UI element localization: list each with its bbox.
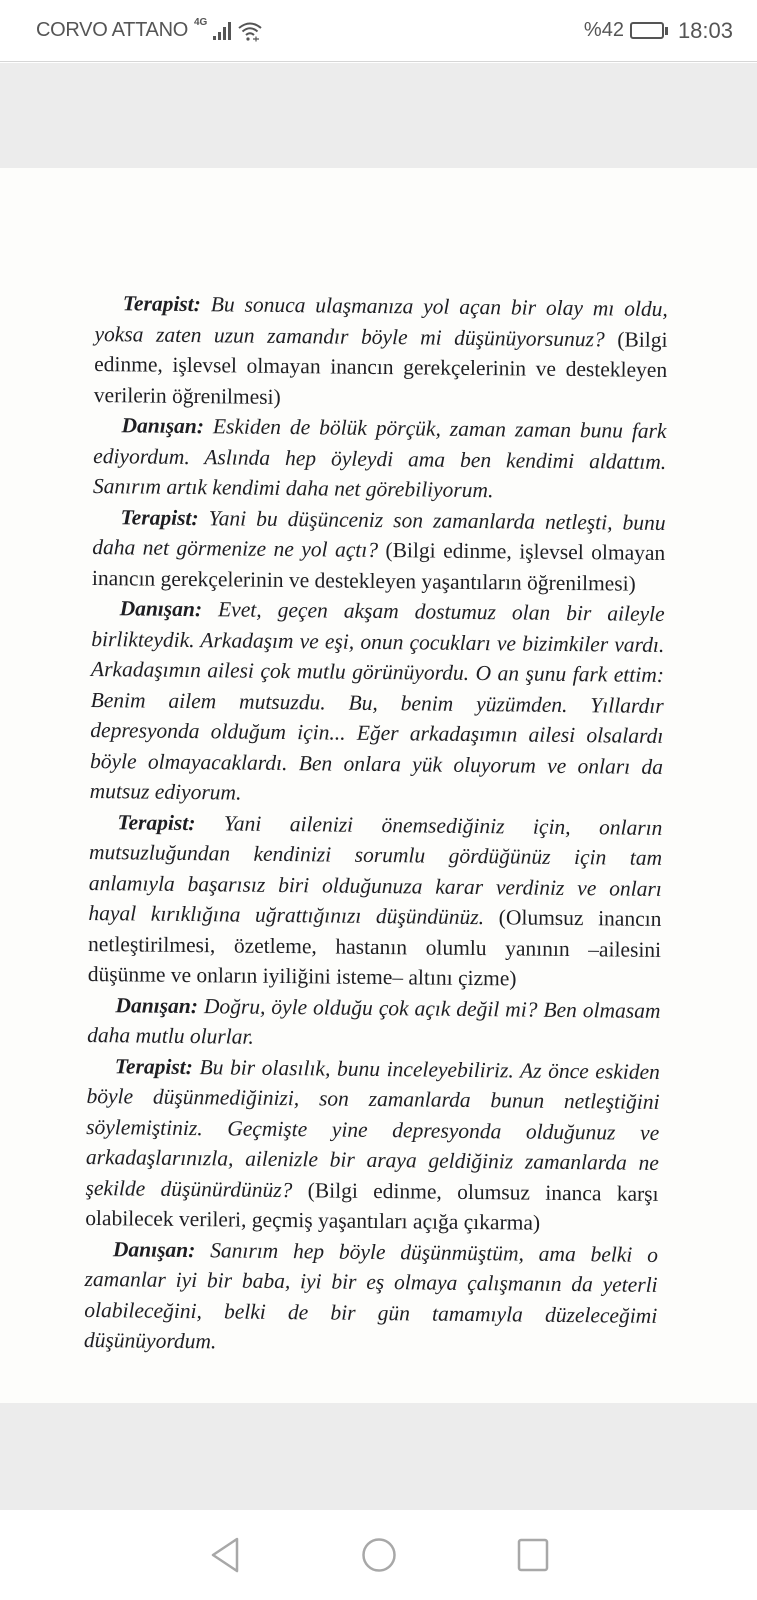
navigation-bar bbox=[0, 1510, 757, 1600]
dialogue-paragraph bbox=[94, 288, 668, 416]
speech-text: Doğru, öyle olduğu çok açık değil mi? Ben olmasam daha mutlu olurlar. bbox=[87, 993, 661, 1049]
battery-percent: %42 bbox=[583, 19, 624, 41]
technique-note: (Bilgi edinme, işlevsel olmayan inancın gerekçelerinin ve destekleyen verilerin öğrenilmesi) bbox=[93, 326, 668, 409]
status-bar bbox=[0, 0, 757, 62]
speaker-label: Terapist: bbox=[120, 504, 199, 530]
network-type: 4G bbox=[193, 17, 208, 28]
speaker-label: Danışan: bbox=[112, 1236, 196, 1262]
speech-text: Bu sonuca ulaşmanıza yol açan bir olay mı oldu, yoksa zaten uzun zamandır böyle mi düşünüyorsunuz? bbox=[94, 292, 668, 351]
speaker-label: Terapist: bbox=[117, 809, 196, 835]
status-left bbox=[36, 19, 263, 42]
speaker-label: Terapist: bbox=[122, 291, 202, 317]
clock: 18:03 bbox=[677, 17, 733, 43]
speech-text: Evet, geçen akşam dostumuz olan bir aileyle birlikteydik. Arkadaşım ve eşi, onun çocukları ve bizimkiler vardı. Arkadaşımın ailesi çok mutlu görünüyordu. O an şunu fark ettim: Benim ailem mutsuzdu. Bu, benim yüzümden. Yıllardır depresyonda olduğum için... Eğer arkadaşımın ailesi olsalardı böyle olmayacaklardı. Ben onlara yük oluyorum ve onları da mutsuz ediyorum. bbox=[89, 597, 665, 805]
home-button[interactable] bbox=[361, 1537, 397, 1573]
speaker-label: Terapist: bbox=[114, 1053, 194, 1079]
recents-icon bbox=[516, 1538, 550, 1572]
dialogue-paragraph bbox=[90, 593, 665, 812]
dialogue-paragraph bbox=[92, 501, 666, 598]
dialogue-paragraph bbox=[87, 989, 661, 1056]
dialogue-paragraph bbox=[93, 410, 667, 507]
book-page-photo bbox=[0, 168, 757, 1403]
back-button[interactable] bbox=[207, 1537, 243, 1573]
speech-text: Sanırım hep böyle düşünmüştüm, ama belki o zamanlar iyi bir baba, iyi bir eş olmaya çalışmanın da yeterli olabileceğini, belki de bir gün tamamıyla düzeleceğimi düşünüyordum. bbox=[83, 1237, 659, 1354]
dialogue-paragraph bbox=[85, 1050, 660, 1239]
speech-text: Bu bir olasılık, bunu inceleyebiliriz. Az önce eskiden böyle düşünmediğinizi, son zamanlarda bunun netleştiğini söylemiştiniz. Geçmişte yine depresyonda olduğunuz ve arkadaşlarınızla, ailenizle bir araya geldiğiniz zamanlarda ne şekilde düşünürdünüz? bbox=[85, 1054, 660, 1202]
home-icon bbox=[361, 1537, 397, 1573]
speech-text: Yani bu düşünceniz son zamanlarda netleşti, bunu daha net görmenize ne yol açtı? bbox=[92, 505, 666, 562]
top-gray-band bbox=[0, 63, 757, 168]
speaker-label: Danışan: bbox=[121, 413, 205, 439]
dialogue-paragraph bbox=[88, 806, 663, 995]
speaker-label: Danışan: bbox=[115, 992, 199, 1018]
status-right bbox=[584, 18, 733, 44]
signal-icon bbox=[213, 22, 231, 40]
dialogue-paragraph bbox=[84, 1233, 658, 1361]
speech-text: Yani ailenizi önemsediğiniz için, onların mutsuzluğundan kendinizi sorumlu gördüğünüz için tam anlamıyla başarısız biri olduğunuza karar verdiniz ve onları hayal kırıklığına uğrattığınızı düşündünüz. bbox=[88, 810, 663, 930]
book-text bbox=[84, 288, 668, 1361]
recents-button[interactable] bbox=[515, 1537, 551, 1573]
speaker-label: Danışan: bbox=[119, 596, 203, 622]
technique-note: (Bilgi edinme, işlevsel olmayan inancın gerekçelerinin ve destekleyen yaşantıların öğrenilmesi) bbox=[91, 538, 666, 596]
technique-note: (Bilgi edinme, olumsuz inanca karşı olabilecek verileri, geçmiş yaşantıları açığa çıkarma) bbox=[85, 1177, 659, 1235]
wifi-icon bbox=[237, 20, 263, 42]
carrier-name: CORVO ATTANO bbox=[36, 19, 188, 41]
technique-note: (Olumsuz inancın netleştirilmesi, özetleme, hastanın olumlu yanının –ailesini düşünme ve onların iyiliğini isteme– altını çizme) bbox=[87, 905, 662, 991]
battery-icon bbox=[630, 22, 668, 39]
speech-text: Eskiden de bölük pörçük, zaman zaman bunu fark ediyordum. Aslında hep öyleydi ama ben kendimi aldattım. Sanırım artık kendimi daha net görebiliyorum. bbox=[92, 414, 667, 503]
back-icon bbox=[210, 1537, 240, 1573]
bottom-gray-band bbox=[0, 1403, 757, 1510]
